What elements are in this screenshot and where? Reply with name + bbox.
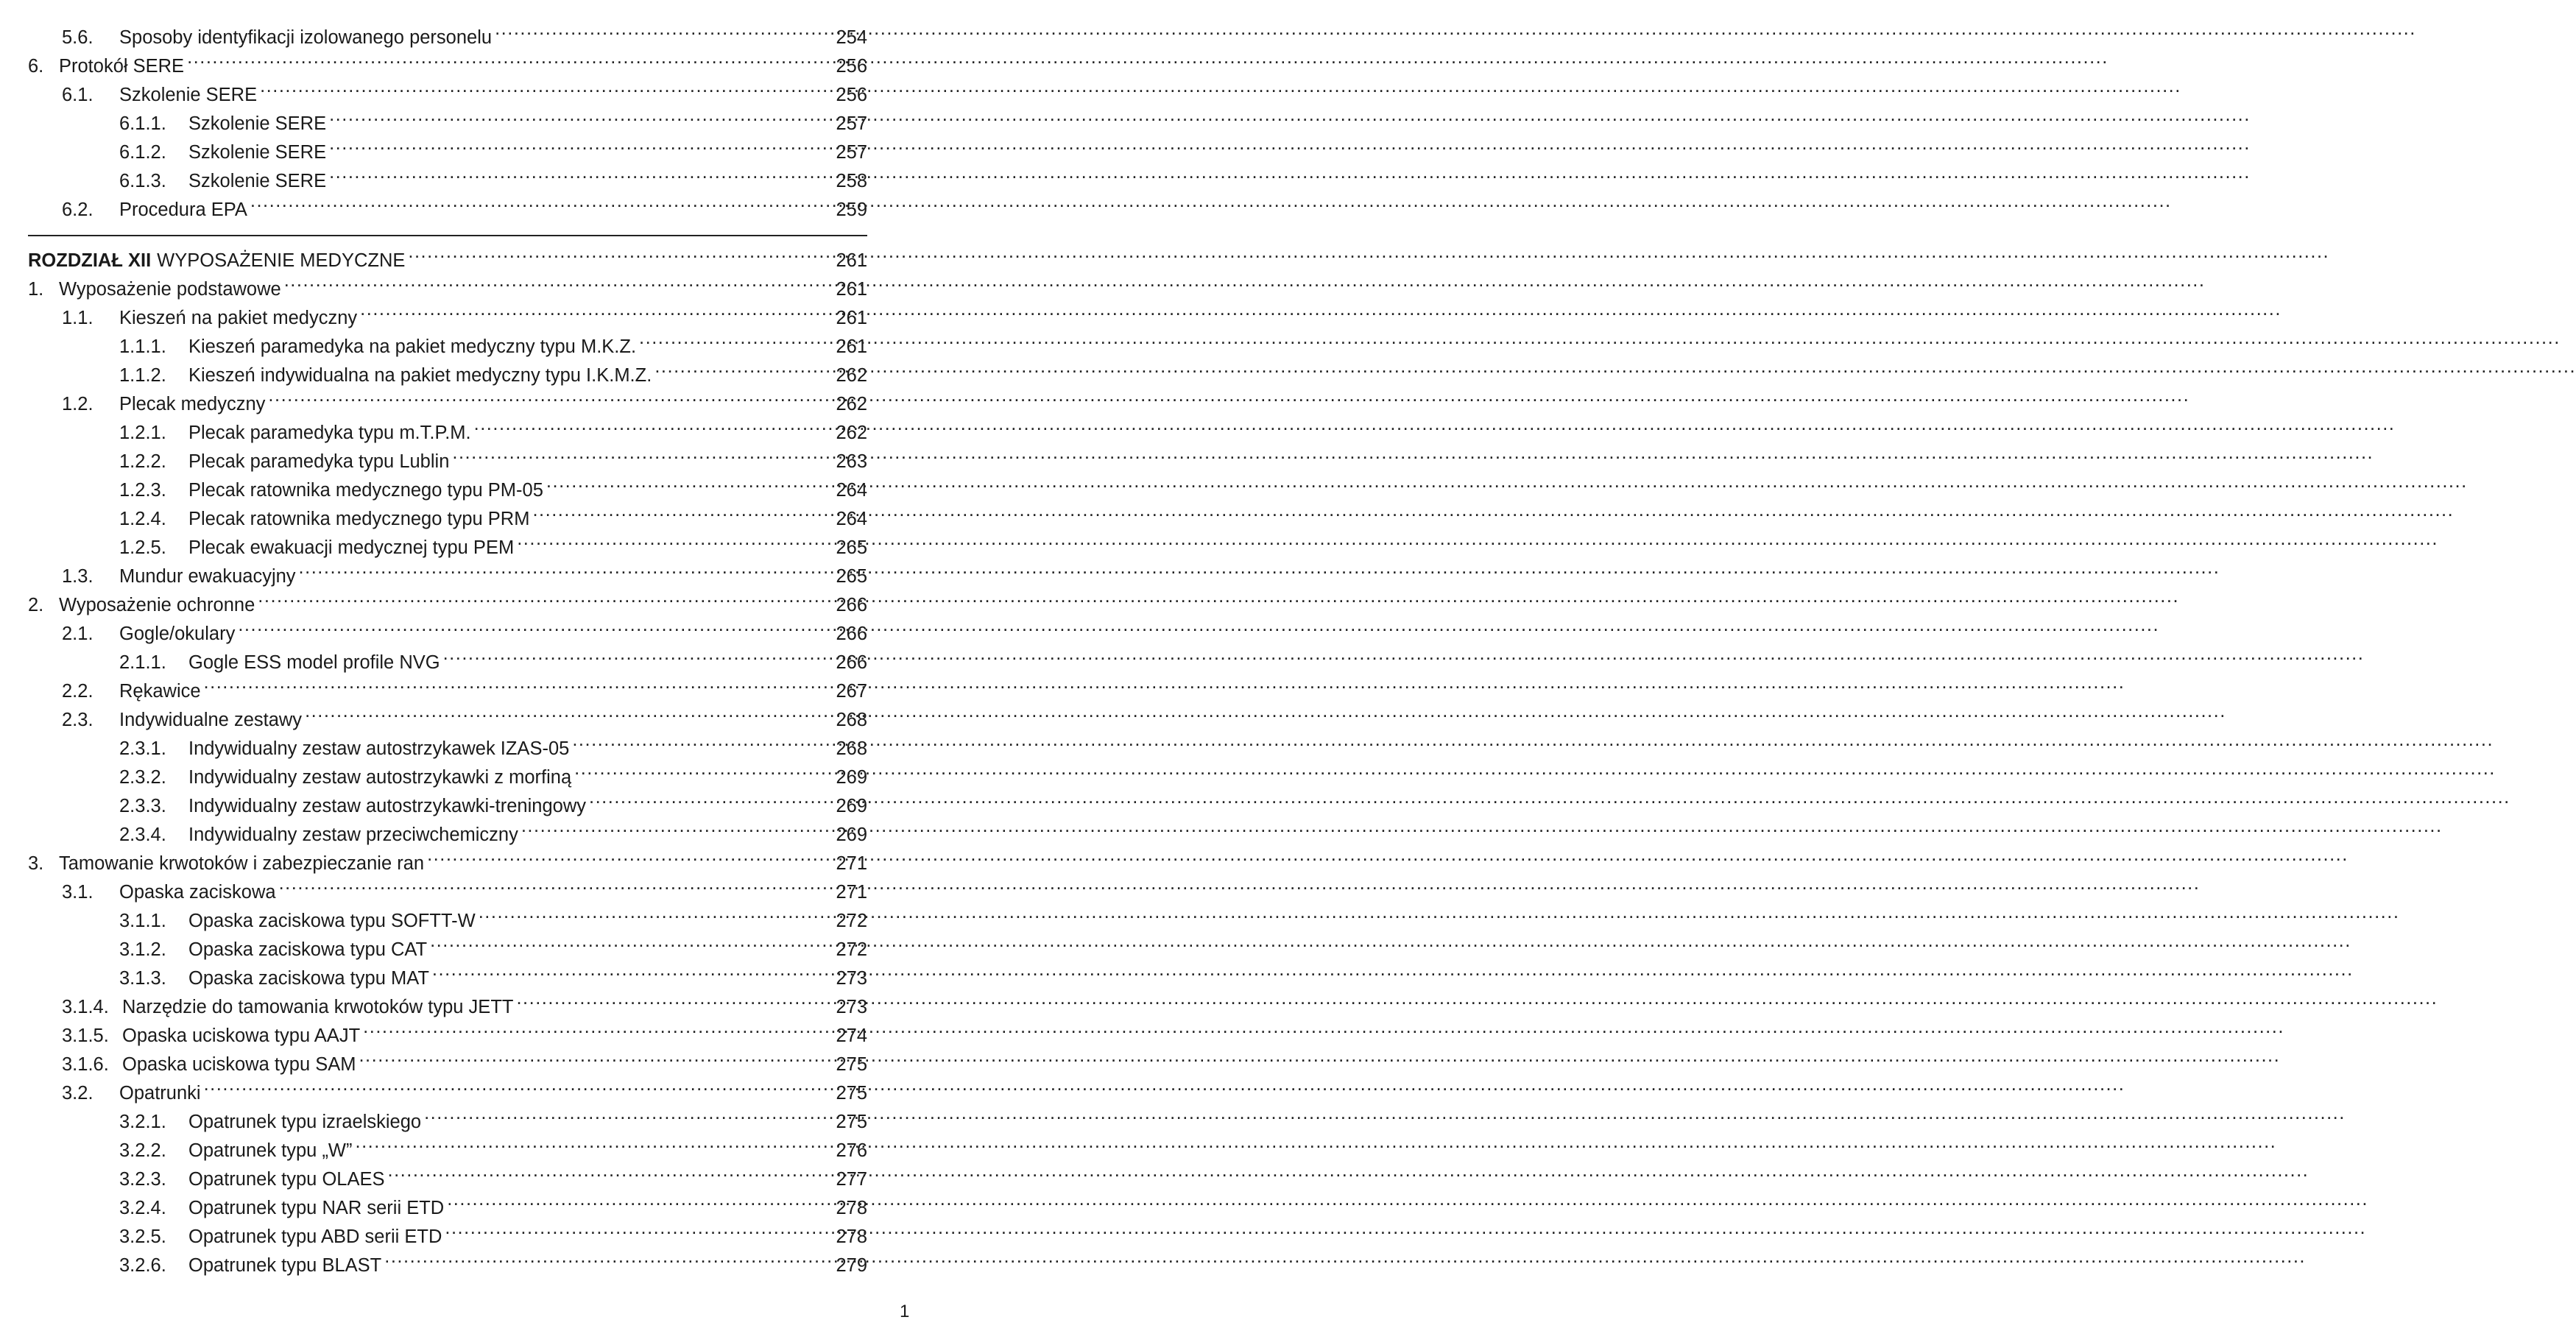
dot-leader xyxy=(260,78,830,101)
dot-leader xyxy=(258,588,830,611)
entry-title: Mundur ewakuacyjny xyxy=(119,565,296,587)
entry-page-number: 254 xyxy=(836,27,867,48)
entry-title: Wyposażenie ochronne xyxy=(59,594,255,615)
chapter-page-number: 261 xyxy=(836,250,867,271)
entry-number: 6. xyxy=(28,55,44,77)
entry-number: 1.2.2. xyxy=(119,451,166,472)
dot-leader xyxy=(187,49,830,72)
dot-leader xyxy=(479,904,830,927)
dot-leader xyxy=(589,789,830,812)
entry-number: 1. xyxy=(28,278,44,300)
entry-page-number: 261 xyxy=(836,278,867,300)
entry-page-number: 257 xyxy=(836,113,867,134)
entry-page-number: 273 xyxy=(836,967,867,989)
entry-number: 3.1.2. xyxy=(119,939,166,960)
entry-page-number: 268 xyxy=(836,709,867,730)
entry-page-number: 275 xyxy=(836,1082,867,1104)
entry-page-number: 264 xyxy=(836,479,867,501)
dot-leader xyxy=(329,135,830,158)
entry-number: 1.2.1. xyxy=(119,422,166,443)
entry-number: 3.2.5. xyxy=(119,1226,166,1247)
entry-page-number: 278 xyxy=(836,1226,867,1247)
entry-page-number: 262 xyxy=(836,393,867,414)
entry-page-number: 274 xyxy=(836,1025,867,1046)
entry-title: Opatrunek typu ABD serii ETD xyxy=(188,1226,442,1247)
entry-title: Szkolenie SERE xyxy=(188,113,327,134)
entry-page-number: 265 xyxy=(836,537,867,558)
entry-number: 6.1. xyxy=(62,84,93,105)
dot-leader xyxy=(204,1076,830,1099)
entry-number: 6.1.1. xyxy=(119,113,166,134)
dot-leader xyxy=(474,416,830,439)
entry-title: Protokół SERE xyxy=(59,55,185,77)
entry-number: 2.1. xyxy=(62,623,93,644)
dot-leader xyxy=(238,617,830,640)
entry-number: 3.2. xyxy=(62,1082,93,1104)
dot-leader xyxy=(329,164,830,187)
entry-number: 1.2.5. xyxy=(119,537,166,558)
entry-page-number: 266 xyxy=(836,623,867,644)
dot-leader xyxy=(384,1249,830,1271)
table-of-contents xyxy=(28,21,867,1277)
entry-page-number: 271 xyxy=(836,852,867,874)
entry-number: 3.2.6. xyxy=(119,1254,166,1276)
entry-title: Indywidualne zestawy xyxy=(119,709,303,730)
entry-number: 3.2.1. xyxy=(119,1111,166,1132)
entry-page-number: 269 xyxy=(836,766,867,788)
entry-number: 1.1. xyxy=(62,307,93,328)
dot-leader xyxy=(279,875,830,898)
entry-title: Kieszeń na pakiet medyczny xyxy=(119,307,358,328)
entry-title: Plecak ewakuacji medycznej typu PEM xyxy=(188,537,515,558)
entry-title: Sposoby identyfikacji izolowanego personelu xyxy=(119,27,493,48)
dot-leader xyxy=(299,559,830,582)
entry-number: 3.2.4. xyxy=(119,1197,166,1218)
entry-page-number: 258 xyxy=(836,170,867,191)
dot-leader xyxy=(445,1220,830,1243)
dot-leader xyxy=(516,990,830,1013)
entry-title: Opaska zaciskowa typu MAT xyxy=(188,967,429,989)
entry-number: 3. xyxy=(28,852,44,874)
entry-title: Opaska zaciskowa xyxy=(119,881,276,903)
entry-title: Opaska uciskowa typu AAJT xyxy=(122,1025,361,1046)
entry-page-number: 256 xyxy=(836,55,867,77)
toc-entry[interactable] xyxy=(28,1249,867,1277)
dot-leader xyxy=(387,1162,830,1185)
entry-number: 6.1.3. xyxy=(119,170,166,191)
entry-title: Indywidualny zestaw autostrzykawki-treningowy xyxy=(188,795,586,816)
entry-title: Plecak ratownika medycznego typu PRM xyxy=(188,508,530,529)
entry-page-number: 273 xyxy=(836,996,867,1017)
entry-number: 3.1.4. xyxy=(62,996,109,1017)
entry-number: 3.1.6. xyxy=(62,1053,109,1075)
entry-page-number: 261 xyxy=(836,336,867,357)
entry-page-number: 259 xyxy=(836,199,867,220)
entry-page-number: 275 xyxy=(836,1111,867,1132)
dot-leader xyxy=(532,502,830,525)
dot-leader xyxy=(363,1019,830,1042)
entry-title: Opatrunek typu OLAES xyxy=(188,1168,385,1190)
entry-page-number: 272 xyxy=(836,939,867,960)
dot-leader xyxy=(359,1048,830,1070)
entry-page-number: 275 xyxy=(836,1053,867,1075)
entry-title: Szkolenie SERE xyxy=(188,170,327,191)
entry-title: Kieszeń paramedyka na pakiet medyczny typu M.K.Z. xyxy=(188,336,637,357)
dot-leader xyxy=(204,674,830,697)
entry-number: 1.2.4. xyxy=(119,508,166,529)
entry-title: Gogle ESS model profile NVG xyxy=(188,652,440,673)
entry-number: 6.1.2. xyxy=(119,141,166,163)
entry-number: 2.3.4. xyxy=(119,824,166,845)
entry-number: 3.1. xyxy=(62,881,93,903)
dot-leader xyxy=(447,1191,830,1214)
dot-leader xyxy=(424,1105,830,1128)
entry-page-number: 276 xyxy=(836,1140,867,1161)
entry-number: 3.1.1. xyxy=(119,910,166,931)
entry-page-number: 264 xyxy=(836,508,867,529)
chapter-divider xyxy=(28,235,867,236)
toc-section-chapter-xii xyxy=(28,244,867,1277)
entry-title: Opaska uciskowa typu SAM xyxy=(122,1053,356,1075)
entry-number: 2.2. xyxy=(62,680,93,702)
dot-leader xyxy=(356,1134,831,1157)
dot-leader xyxy=(284,272,830,295)
entry-number: 2.3.2. xyxy=(119,766,166,788)
page-folio: 1 xyxy=(900,1302,910,1321)
entry-number: 1.1.1. xyxy=(119,336,166,357)
dot-leader xyxy=(572,732,830,755)
entry-title: Opatrunek typu „W” xyxy=(188,1140,353,1161)
dot-leader xyxy=(432,961,830,984)
entry-number: 1.2. xyxy=(62,393,93,414)
entry-number: 3.1.5. xyxy=(62,1025,109,1046)
entry-page-number: 272 xyxy=(836,910,867,931)
entry-number: 3.2.3. xyxy=(119,1168,166,1190)
entry-title: Opatrunek typu BLAST xyxy=(188,1254,382,1276)
entry-page-number: 262 xyxy=(836,422,867,443)
entry-title: Plecak ratownika medycznego typu PM-05 xyxy=(188,479,543,501)
entry-page-number: 257 xyxy=(836,141,867,163)
entry-number: 1.1.2. xyxy=(119,364,166,386)
entry-title: Opatrunek typu NAR serii ETD xyxy=(188,1197,445,1218)
entry-page-number: 261 xyxy=(836,307,867,328)
entry-title: Opaska zaciskowa typu CAT xyxy=(188,939,428,960)
entry-page-number: 262 xyxy=(836,364,867,386)
entry-title: Szkolenie SERE xyxy=(119,84,258,105)
entry-page-number: 271 xyxy=(836,881,867,903)
entry-number: 1.2.3. xyxy=(119,479,166,501)
dot-leader xyxy=(408,244,830,266)
dot-leader xyxy=(495,21,830,43)
entry-number: 2.3.3. xyxy=(119,795,166,816)
dot-leader xyxy=(305,703,830,726)
entry-title: Opatrunek typu izraelskiego xyxy=(188,1111,422,1132)
entry-page-number: 279 xyxy=(836,1254,867,1276)
entry-number: 5.6. xyxy=(62,27,93,48)
entry-page-number: 265 xyxy=(836,565,867,587)
entry-number: 2.1.1. xyxy=(119,652,166,673)
entry-number: 1.3. xyxy=(62,565,93,587)
dot-leader xyxy=(430,933,830,956)
entry-number: 6.2. xyxy=(62,199,93,220)
entry-page-number: 268 xyxy=(836,738,867,759)
dot-leader xyxy=(546,473,830,496)
entry-page-number: 269 xyxy=(836,795,867,816)
entry-title: Opatrunki xyxy=(119,1082,201,1104)
dot-leader xyxy=(443,646,830,668)
entry-title: Plecak paramedyka typu Lublin xyxy=(188,451,450,472)
entry-number: 3.2.2. xyxy=(119,1140,166,1161)
entry-title: Wyposażenie podstawowe xyxy=(59,278,281,300)
entry-title: Narzędzie do tamowania krwotoków typu JETT xyxy=(122,996,514,1017)
dot-leader xyxy=(427,847,830,869)
entry-page-number: 266 xyxy=(836,594,867,615)
entry-title: Procedura EPA xyxy=(119,199,247,220)
dot-leader xyxy=(268,387,830,410)
dot-leader xyxy=(654,359,830,381)
entry-number: 2.3.1. xyxy=(119,738,166,759)
entry-title: Plecak medyczny xyxy=(119,393,266,414)
entry-page-number: 277 xyxy=(836,1168,867,1190)
dot-leader xyxy=(452,445,830,467)
entry-page-number: 267 xyxy=(836,680,867,702)
entry-number: 2. xyxy=(28,594,44,615)
entry-title: Gogle/okulary xyxy=(119,623,236,644)
dot-leader xyxy=(329,107,830,130)
entry-page-number: 278 xyxy=(836,1197,867,1218)
chapter-title: WYPOSAŻENIE MEDYCZNE xyxy=(157,250,406,271)
entry-page-number: 266 xyxy=(836,652,867,673)
toc-entry[interactable] xyxy=(28,193,867,222)
entry-title: Indywidualny zestaw autostrzykawek IZAS-05 xyxy=(188,738,570,759)
entry-title: Indywidualny zestaw autostrzykawki z morfiną xyxy=(188,766,572,788)
entry-title: Kieszeń indywidualna na pakiet medyczny typu I.K.M.Z. xyxy=(188,364,652,386)
entry-number: 3.1.3. xyxy=(119,967,166,989)
dot-leader xyxy=(521,818,830,841)
dot-leader xyxy=(639,330,830,353)
entry-title: Indywidualny zestaw przeciwchemiczny xyxy=(188,824,518,845)
dot-leader xyxy=(517,531,830,554)
entry-page-number: 269 xyxy=(836,824,867,845)
dot-leader xyxy=(360,301,830,324)
entry-title: Opaska zaciskowa typu SOFTT-W xyxy=(188,910,476,931)
entry-title: Szkolenie SERE xyxy=(188,141,327,163)
toc-section-previous-chapter xyxy=(28,21,867,222)
dot-leader xyxy=(574,760,830,783)
entry-title: Tamowanie krwotoków i zabezpieczanie ran xyxy=(59,852,425,874)
chapter-label: ROZDZIAŁ XII xyxy=(28,250,152,271)
entry-title: Plecak paramedyka typu m.T.P.M. xyxy=(188,422,471,443)
entry-title: Rękawice xyxy=(119,680,201,702)
entry-page-number: 256 xyxy=(836,84,867,105)
dot-leader xyxy=(250,193,830,216)
entry-number: 2.3. xyxy=(62,709,93,730)
entry-page-number: 263 xyxy=(836,451,867,472)
